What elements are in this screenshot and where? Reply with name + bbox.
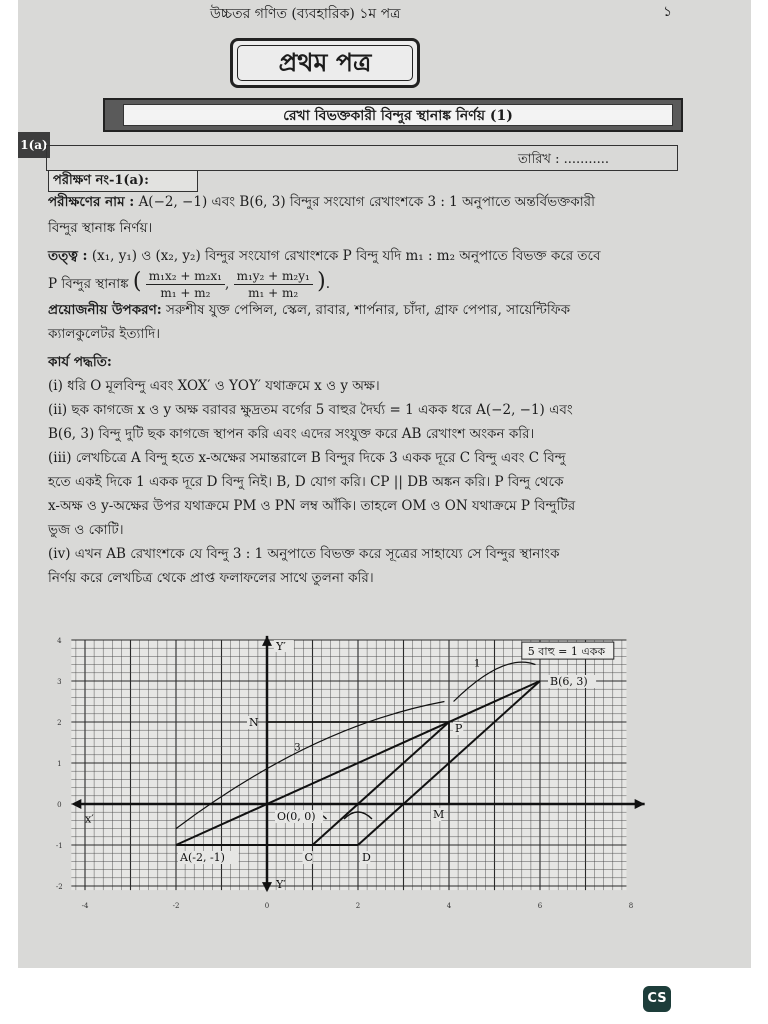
formula-y [234,268,313,301]
experiment-name [48,190,688,214]
y-tick-label: 0 [57,801,62,809]
x-tick-label: 4 [446,902,452,911]
step-1 [48,374,698,398]
ratio-label-1: 1 [474,658,481,670]
formula-y-num: m₁y₂ + m₂y₁ [234,268,313,285]
y-tick-label: -2 [55,883,63,891]
point-label-O: O(0, 0) [277,810,316,823]
side-tag: 1(a) [18,132,50,158]
x-tick-label: 8 [628,902,634,911]
formula-x-den: m₁ + m₂ [160,286,211,300]
point-label-A: A(-2, -1) [180,851,225,864]
experiment-name-label: পরীক্ষণের নাম : [48,194,135,210]
point-label-N: N [249,716,259,729]
theory-text: (x₁, y₁) ও (x₂, y₂) বিন্দুর সংযোগ রেখাংশকে P বিন্দু যদি m₁ : m₂ অনুপাতে বিভক্ত করে তবে [91,248,601,264]
title-text: প্রথম পত্র [237,45,413,81]
materials-text: সরুশীষ যুক্ত পেন্সিল, স্কেল, রাবার, শার্পনার, চাঁদা, গ্রাফ পেপার, সায়েন্টিফিক [166,302,571,318]
y-tick-label: 1 [57,760,62,768]
materials [48,298,698,322]
step-number: (ii) [48,402,68,418]
step-line: x-অক্ষ ও y-অক্ষের উপর যথাক্রমে PM ও PN লম্ব আঁকি। তাহলে OM ও ON যথাক্রমে P বিন্দুটির [48,498,576,514]
y-tick-label: -1 [55,842,63,850]
date-label: তারিখ : ........... [518,152,610,167]
step-line: হতে একই দিকে 1 একক দূরে D বিন্দু নিই। B, D যোগ করি। CP || DB অঙ্কন করি। P বিন্দু থেকে [48,474,564,490]
theory-label: তত্ত্ব : [48,248,88,264]
point-label-D: D [362,851,371,864]
materials-cont: ক্যালকুলেটর ইত্যাদি। [48,326,161,342]
y-tick-label: 4 [57,637,62,645]
point-label-P: P [455,722,463,735]
x-tick-label: 0 [264,902,270,911]
x-tick-label: 2 [355,902,361,911]
step-3 [48,446,698,470]
step-4 [48,542,698,566]
graph-chart [18,612,751,912]
section-banner [103,98,683,132]
formula-prefix: P বিন্দুর স্থানাঙ্ক [48,276,129,292]
banner-text: রেখা বিভক্তকারী বিন্দুর স্থানাঙ্ক নির্ণয় (1) [123,104,673,126]
x-tick-label: -4 [81,902,89,911]
step-number: (iv) [48,546,71,562]
ratio-label-3: 3 [294,742,301,754]
camscanner-logo: CS [643,986,671,1012]
step-line: ছক কাগজে x ও y অক্ষ বরাবর ক্ষুদ্রতম বর্গের 5 বাহুর দৈর্ঘ্য = 1 একক ধরে A(−2, −1) এবং [71,402,573,418]
procedure-label: কার্য পদ্ধতি: [48,354,112,370]
point-label-M: M [433,808,445,821]
step-line: লেখচিত্রে A বিন্দু হতে x-অক্ষের সমান্তরালে B বিন্দুর দিকে 3 একক দূরে C বিন্দু এবং C বিন্দু [75,450,566,466]
materials-label: প্রয়োজনীয় উপকরণ: [48,302,162,318]
step-line: নির্ণয় করে লেখচিত্র থেকে প্রাপ্ত ফলাফলের সাথে তুলনা করি। [48,570,374,586]
point-label-C: C [304,851,313,864]
header-title: উচ্চতর গণিত (ব্যবহারিক) ১ম পত্র [210,6,401,22]
procedure-steps [48,374,698,590]
title-box [230,38,420,88]
step-line: এখন AB রেখাংশকে যে বিন্দু 3 : 1 অনুপাতে বিভক্ত করে সূত্রের সাহায্যে সে বিন্দুর স্থানাংক [74,546,560,562]
y-tick-label: 3 [57,678,62,686]
step-number: (i) [48,378,63,394]
theory [48,244,688,268]
x-tick-label: -2 [172,902,180,911]
y-pos-label: Y′ [276,640,286,654]
experiment-name-text: A(−2, −1) এবং B(6, 3) বিন্দুর সংযোগ রেখাংশকে 3 : 1 অনুপাতে অন্তর্বিভক্তকারী [138,194,595,210]
theory-formula: P বিন্দুর স্থানাঙ্ক ( $\frac{\text{m₁x₂ + m₂x₁}}{\text{m₁ + m₂}}$ , $\frac{\text{m₁y₂ + m₂y₁}}{\text{m₁ + m₂}}$ ). [48,269,331,300]
y-tick-label: 2 [57,719,62,727]
step-line: B(6, 3) বিন্দু দুটি ছক কাগজে স্থাপন করি এবং এদের সংযুক্ত করে AB রেখাংশ অংকন করি। [48,426,535,442]
step-2 [48,398,698,422]
x-axis-arrow [635,799,645,809]
formula-x-num: m₁x₂ + m₂x₁ [146,268,225,285]
formula-y-den: m₁ + m₂ [248,286,299,300]
x-neg-label: x′ [85,812,94,826]
experiment-name-cont: বিন্দুর স্থানাঙ্ক নির্ণয়। [48,220,153,236]
graph-grid [71,640,626,890]
step-line: ভুজ ও কোটি। [48,522,124,538]
y-neg-label: Y′ [276,877,286,891]
step-number: (iii) [48,450,72,466]
x-tick-label: 6 [537,902,543,911]
page-sheet [18,0,751,968]
formula-x [146,268,225,301]
experiment-number: পরীক্ষণ নং-1(a): [48,170,198,192]
scale-label: 5 বাহু = 1 একক [527,645,606,659]
point-label-B: B(6, 3) [550,675,588,688]
step-line: ধরি O মূলবিন্দু এবং XOX′ ও YOY′ যথাক্রমে x ও y অক্ষ। [67,378,380,394]
page-number: ১ [663,4,673,20]
